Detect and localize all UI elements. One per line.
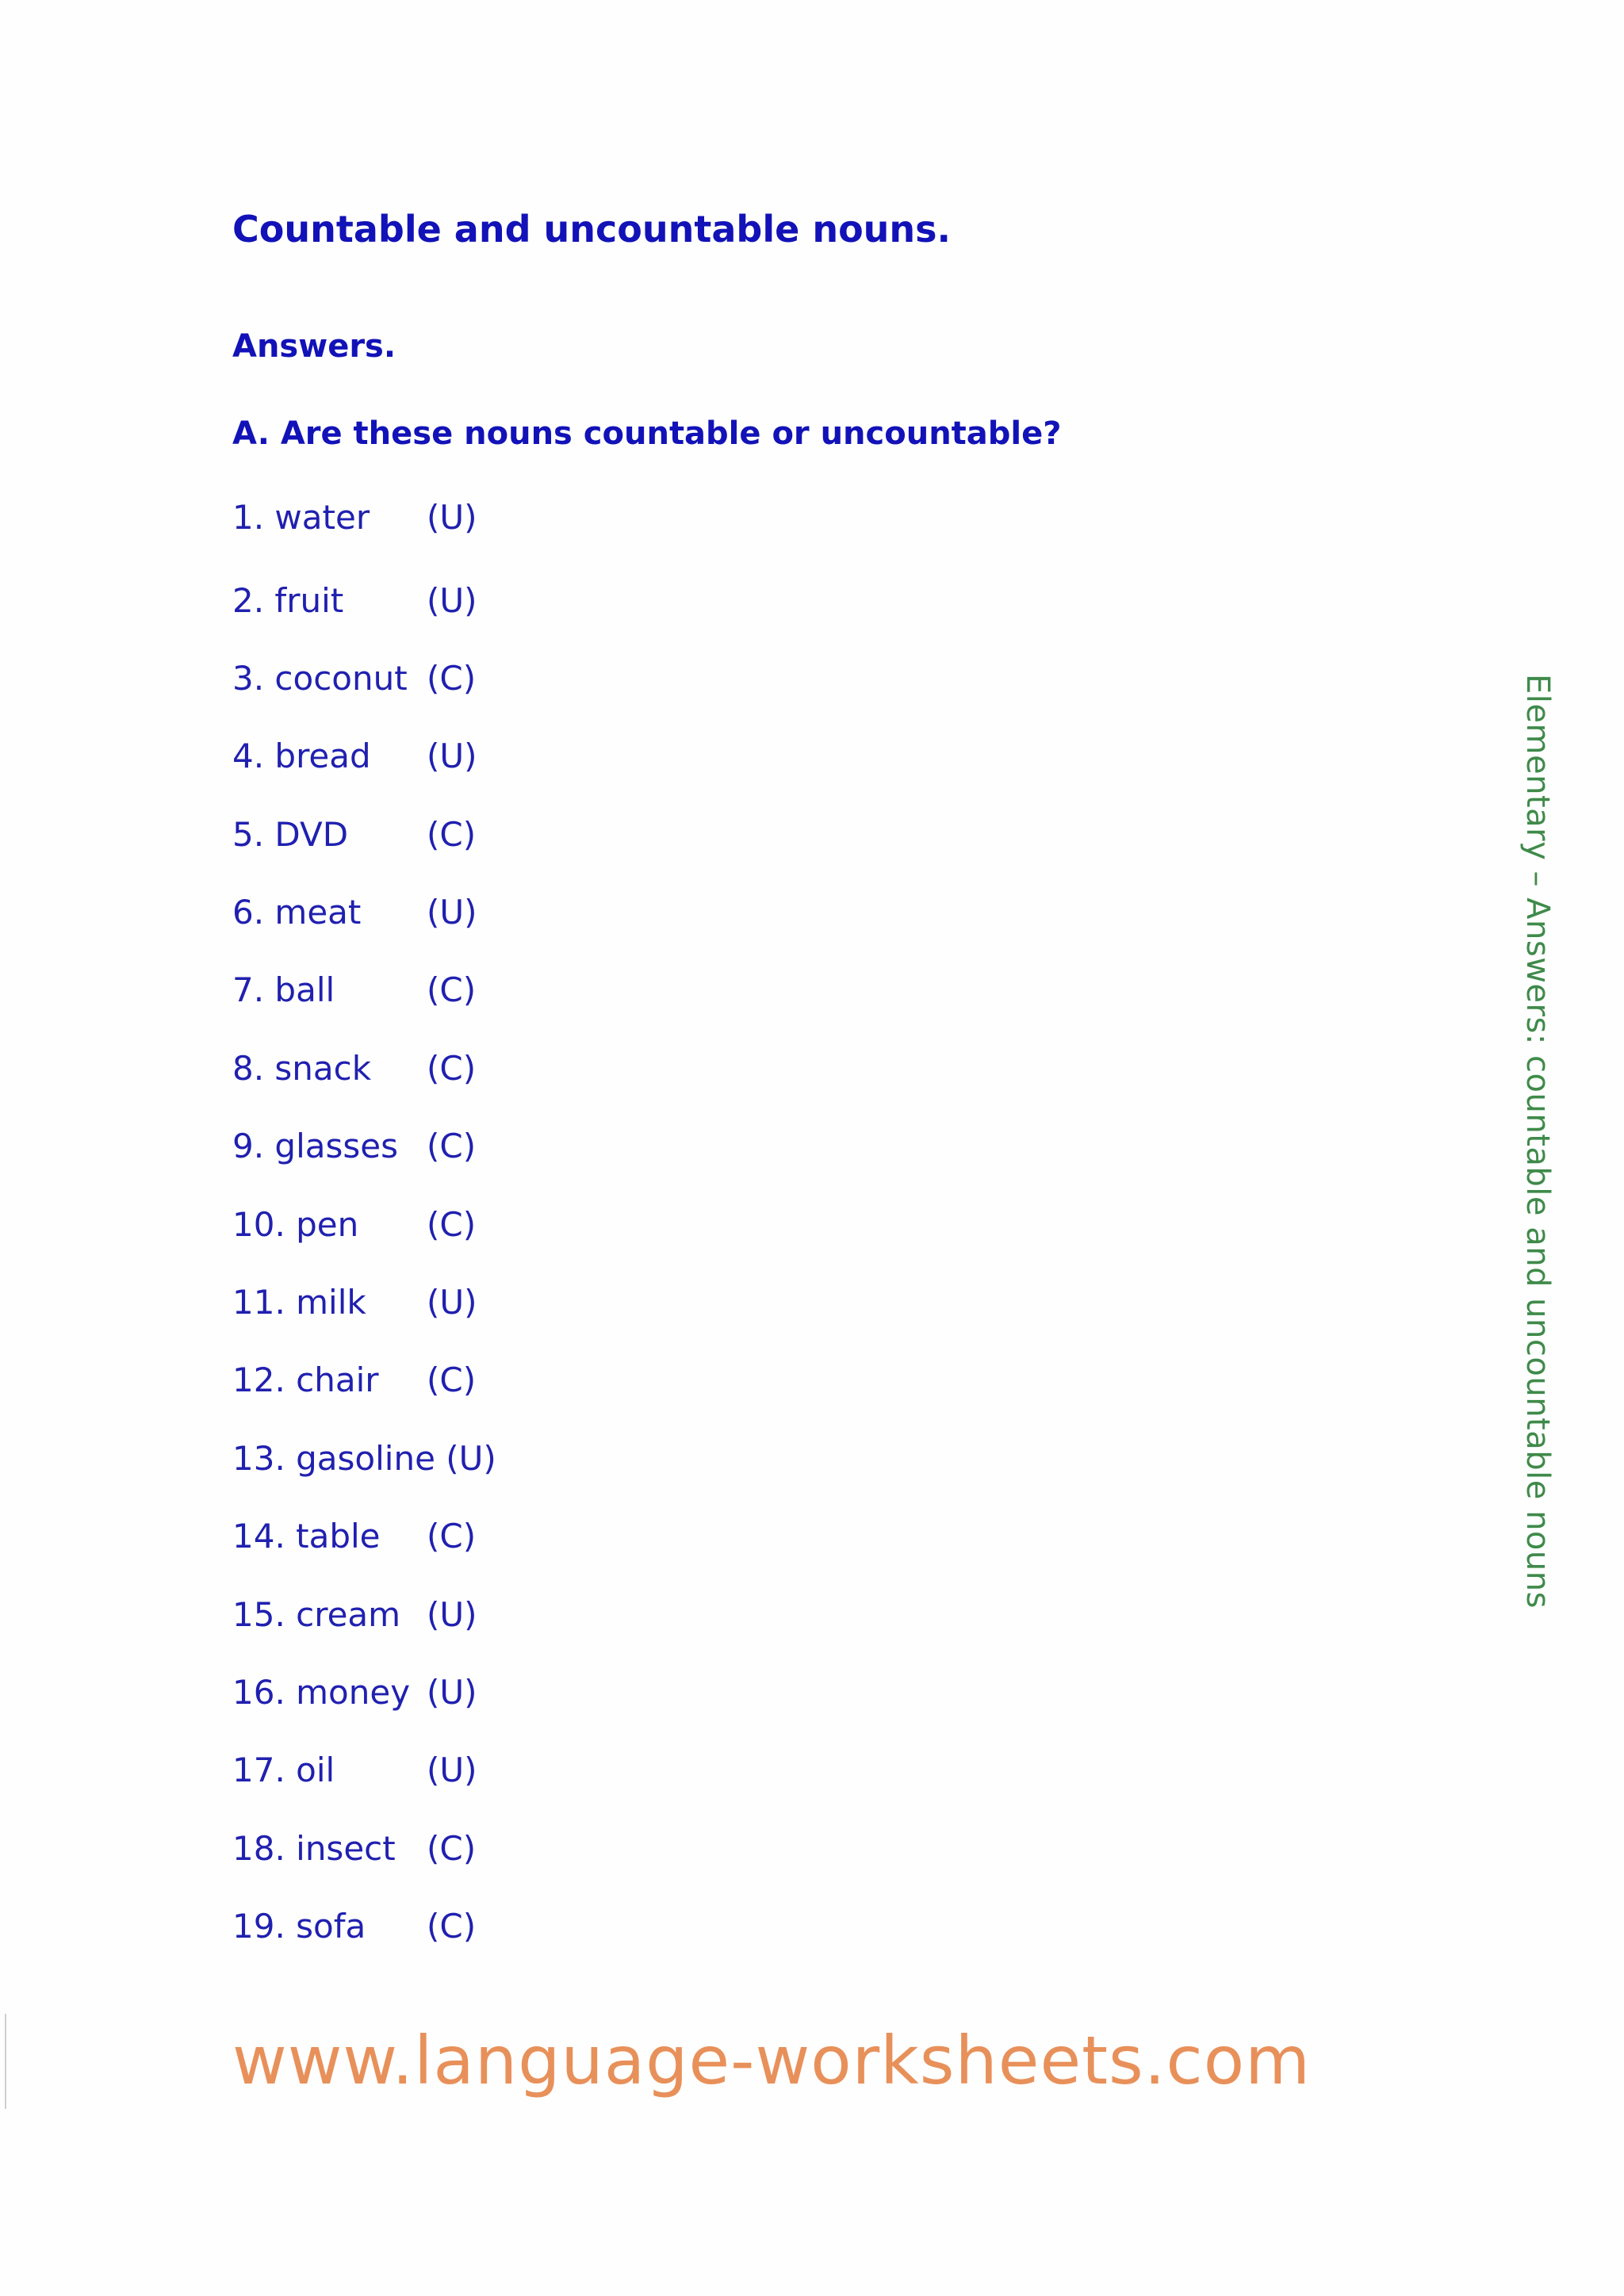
- answer-mark: (U): [427, 1283, 477, 1322]
- answer-word: 5. DVD: [232, 815, 349, 854]
- answer-item: [232, 659, 476, 698]
- answer-mark: (C): [427, 815, 477, 854]
- answer-item: [232, 581, 477, 620]
- scan-edge-mark: [5, 2014, 6, 2109]
- answer-item: [232, 1205, 476, 1244]
- answer-item: [232, 1283, 477, 1322]
- answer-mark: (U): [427, 581, 477, 620]
- answer-mark: (U): [427, 737, 477, 775]
- answer-mark: (C): [427, 970, 477, 1009]
- answer-word: 11. milk: [232, 1283, 366, 1322]
- answer-word: 8. snack: [232, 1049, 372, 1088]
- answer-mark: (C): [427, 659, 477, 698]
- answer-word: 1. water: [232, 498, 370, 537]
- answer-item: [232, 737, 477, 775]
- answer-item: [232, 1360, 476, 1399]
- answer-item: [232, 970, 476, 1009]
- answer-word: 10. pen: [232, 1205, 359, 1244]
- answer-item: [232, 1595, 477, 1634]
- answer-item: [232, 1673, 477, 1712]
- answer-word: 4. bread: [232, 737, 371, 775]
- answer-item: [232, 1751, 477, 1789]
- answer-item: [232, 1829, 476, 1868]
- answer-mark: (C): [427, 1517, 477, 1556]
- answer-word: 19. sofa: [232, 1907, 366, 1946]
- answer-mark: (U): [427, 1595, 477, 1634]
- answer-word: 17. oil: [232, 1751, 335, 1789]
- answer-word: 14. table: [232, 1517, 381, 1556]
- answer-word: 3. coconut: [232, 659, 408, 698]
- answer-item: [232, 815, 476, 854]
- answer-item: [232, 893, 477, 932]
- answer-word: 15. cream: [232, 1595, 401, 1634]
- answer-item: [232, 1049, 476, 1088]
- answer-mark: (C): [427, 1907, 477, 1946]
- answer-word: 9. glasses: [232, 1127, 398, 1165]
- page-title: Countable and uncountable nouns.: [232, 208, 952, 251]
- answer-item: [232, 1439, 496, 1478]
- website-link[interactable]: www.language-worksheets.com: [232, 2022, 1311, 2099]
- answer-mark: (U): [427, 893, 477, 932]
- answers-heading: Answers.: [232, 328, 396, 365]
- side-label: Elementary – Answers: countable and uncountable nouns: [1519, 674, 1556, 1609]
- answer-word: 7. ball: [232, 970, 335, 1009]
- answer-mark: (C): [427, 1049, 477, 1088]
- answer-word: 2. fruit: [232, 581, 344, 620]
- answer-mark: (C): [427, 1205, 477, 1244]
- answer-mark: (U): [427, 1751, 477, 1789]
- answer-word: 6. meat: [232, 893, 362, 932]
- answer-item: [232, 1517, 476, 1556]
- answer-item: [232, 1907, 476, 1946]
- answer-word: 13. gasoline: [232, 1439, 435, 1478]
- answer-mark: (C): [427, 1127, 477, 1165]
- answer-item: [232, 1127, 476, 1165]
- answer-word: 18. insect: [232, 1829, 396, 1868]
- answer-mark: (C): [427, 1829, 477, 1868]
- section-heading: A. Are these nouns countable or uncountable?: [232, 415, 1062, 452]
- answer-item: [232, 498, 477, 537]
- answer-mark: (U): [427, 1673, 477, 1712]
- answer-word: 12. chair: [232, 1360, 379, 1399]
- answer-mark: (U): [427, 498, 477, 537]
- answer-mark: (U): [446, 1439, 496, 1478]
- answer-word: 16. money: [232, 1673, 411, 1712]
- answer-mark: (C): [427, 1360, 477, 1399]
